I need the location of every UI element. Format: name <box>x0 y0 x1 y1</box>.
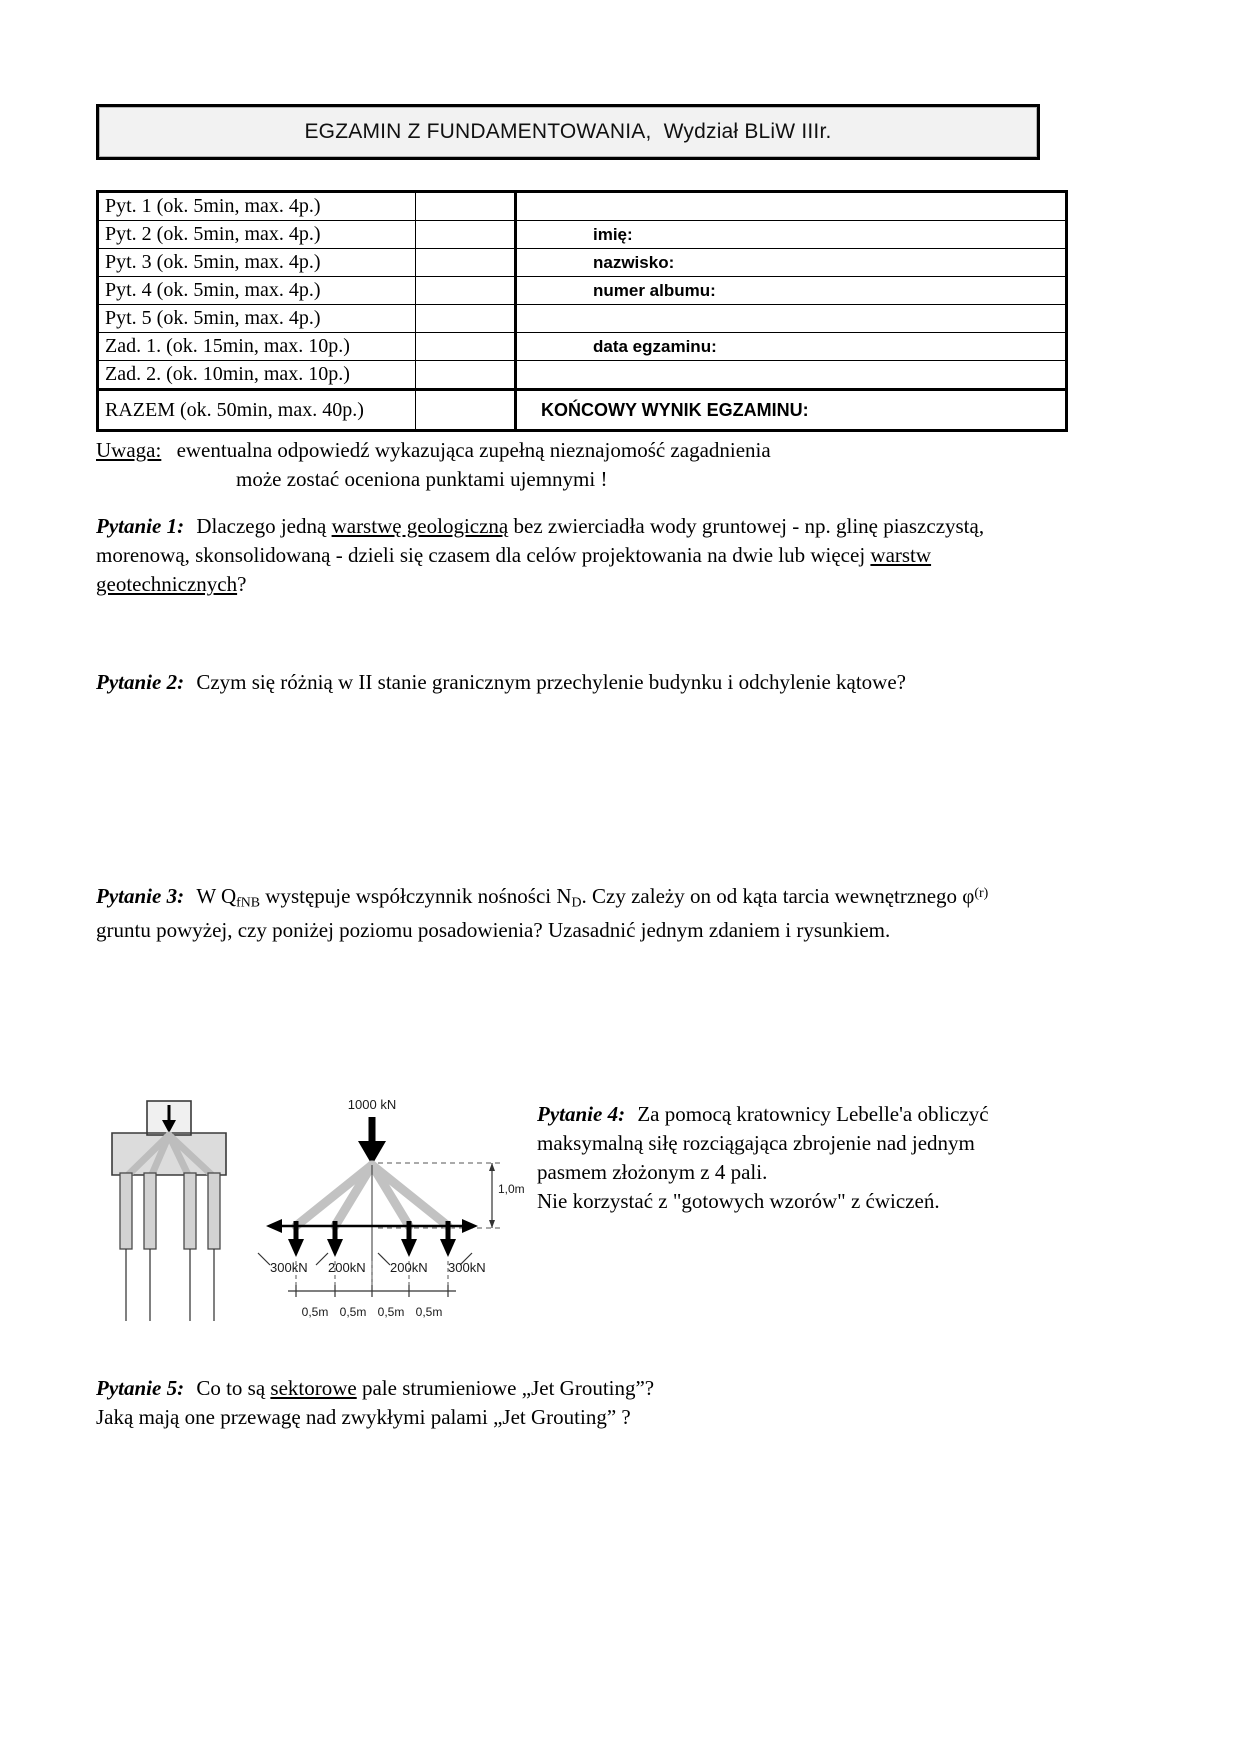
total-points-cell[interactable] <box>416 390 516 431</box>
question-5-text-a: Co to są <box>196 1376 271 1400</box>
info-cell[interactable] <box>516 249 1067 277</box>
question-3-phi-symbol: φ <box>962 884 975 909</box>
info-label-numer-albumu: numer albumu: <box>593 280 716 300</box>
figure-height-label: 1,0m <box>498 1182 525 1196</box>
question-3-text-a: W Q <box>196 884 237 909</box>
question-5-label: Pytanie 5: <box>96 1376 185 1400</box>
task-cell: Zad. 2. (ok. 10min, max. 10p.) <box>98 361 416 390</box>
info-cell[interactable] <box>516 361 1067 390</box>
info-label-nazwisko: nazwisko: <box>593 252 675 272</box>
question-4-line-3: pasmem złożonym z 4 pali. <box>537 1160 768 1184</box>
question-1-text-c: ? <box>237 572 247 596</box>
question-1-underline-b: warstw geotechnicznych <box>96 543 932 596</box>
points-cell[interactable] <box>416 361 516 390</box>
question-3 <box>96 878 1016 945</box>
question-3-subscript-d: D <box>571 894 582 910</box>
info-cell[interactable] <box>516 333 1067 361</box>
pile-group-figure <box>100 1085 530 1360</box>
table-row <box>98 333 1067 361</box>
question-2-text: Czym się różnią w II stanie granicznym przechylenie budynku i odchylenie kątowe? <box>196 670 906 694</box>
lebelle-truss-sketch <box>258 1097 525 1319</box>
question-5-underline: sektorowe <box>270 1376 357 1400</box>
info-label-data-egzaminu: data egzaminu: <box>593 336 717 356</box>
question-3-subscript-fnb: fNB <box>236 894 261 910</box>
piles <box>120 1173 220 1249</box>
question-2-label: Pytanie 2: <box>96 670 185 694</box>
tie-arrow-left-icon <box>266 1219 282 1233</box>
question-1-text-a: Dlaczego jedną <box>196 514 332 538</box>
task-cell: Pyt. 5 (ok. 5min, max. 4p.) <box>98 305 416 333</box>
points-cell[interactable] <box>416 192 516 221</box>
apex-load-arrow-icon <box>358 1117 386 1165</box>
table-row <box>98 249 1067 277</box>
question-3-text-b: występuje współczynnik nośności N <box>260 884 572 909</box>
note-label: Uwaga: <box>96 438 162 462</box>
table-row <box>98 221 1067 249</box>
spacing-label-2: 0,5m <box>339 1305 367 1319</box>
info-cell[interactable] <box>516 305 1067 333</box>
question-5 <box>96 1374 1016 1432</box>
score-table <box>96 190 1068 432</box>
question-3-label: Pytanie 3: <box>96 884 185 909</box>
question-5-text-b: pale strumieniowe „Jet Grouting”? <box>356 1376 655 1400</box>
figure-load-label: 1000 kN <box>347 1097 397 1112</box>
pile-cap-3d-sketch <box>112 1101 226 1321</box>
points-cell[interactable] <box>416 221 516 249</box>
spacing-label-4: 0,5m <box>415 1305 443 1319</box>
task-cell: Pyt. 2 (ok. 5min, max. 4p.) <box>98 221 416 249</box>
pile-force-label-4: 300kN <box>448 1260 486 1275</box>
tie-arrow-right-icon <box>462 1219 478 1233</box>
points-cell[interactable] <box>416 277 516 305</box>
page-title: EGZAMIN Z FUNDAMENTOWANIA, Wydział BLiW IIIr. <box>304 120 832 143</box>
pile-force-label-2: 200kN <box>328 1260 366 1275</box>
spacing-label-3: 0,5m <box>377 1305 405 1319</box>
info-cell[interactable] <box>516 221 1067 249</box>
question-1-text-b: bez zwierciadła wody gruntowej - np. glinę piaszczystą, morenową, skonsolidowaną - dzieli się czasem dla celów projektowania na dwie lub więcej <box>96 514 985 567</box>
task-cell: Pyt. 3 (ok. 5min, max. 4p.) <box>98 249 416 277</box>
question-3-superscript-r: (r) <box>974 885 989 900</box>
note-line-2: może zostać oceniona punktami ujemnymi ! <box>236 467 608 491</box>
total-info-cell[interactable] <box>516 390 1067 431</box>
question-4-label: Pytanie 4: <box>537 1102 626 1126</box>
spacing-label-1: 0,5m <box>301 1305 329 1319</box>
question-5-line-2: Jaką mają one przewagę nad zwykłymi palami „Jet Grouting” ? <box>96 1405 631 1429</box>
question-4-line-4: Nie korzystać z "gotowych wzorów" z ćwiczeń. <box>537 1189 940 1213</box>
final-result-label: KOŃCOWY WYNIK EGZAMINU: <box>541 399 809 420</box>
height-dimension <box>489 1163 525 1228</box>
points-cell[interactable] <box>416 333 516 361</box>
table-row <box>98 305 1067 333</box>
table-row <box>98 361 1067 390</box>
points-cell[interactable] <box>416 305 516 333</box>
note-block <box>96 436 996 494</box>
question-4 <box>537 1100 1007 1216</box>
note-line-1: ewentualna odpowiedź wykazująca zupełną nieznajomość zagadnienia <box>176 438 771 462</box>
document-title-banner <box>96 104 1040 160</box>
question-1 <box>96 512 1006 599</box>
task-cell: Pyt. 1 (ok. 5min, max. 4p.) <box>98 192 416 221</box>
question-2 <box>96 668 1006 697</box>
title-inner-frame <box>99 107 1037 157</box>
pile-force-label-3: 200kN <box>390 1260 428 1275</box>
table-row <box>98 277 1067 305</box>
points-cell[interactable] <box>416 249 516 277</box>
table-row-total <box>98 390 1067 431</box>
total-task-cell: RAZEM (ok. 50min, max. 40p.) <box>98 390 416 431</box>
question-1-underline-a: warstwę geologiczną <box>331 514 509 538</box>
question-3-text-d: gruntu powyżej, czy poniżej poziomu posadowienia? Uzasadnić jednym zdaniem i rysunkiem. <box>96 918 891 943</box>
question-1-label: Pytanie 1: <box>96 514 185 538</box>
question-4-line-2: maksymalną siłę rozciągająca zbrojenie nad jednym <box>537 1131 975 1155</box>
info-label-imie: imię: <box>593 224 633 244</box>
pile-force-label-1: 300kN <box>270 1260 308 1275</box>
info-cell[interactable] <box>516 192 1067 221</box>
question-4-line-1: Za pomocą kratownicy Lebelle'a obliczyć <box>637 1102 989 1126</box>
info-cell[interactable] <box>516 277 1067 305</box>
dimension-chain <box>288 1285 456 1297</box>
table-row <box>98 192 1067 221</box>
question-3-text-c: . Czy zależy on od kąta tarcia wewnętrznego <box>581 884 963 909</box>
task-cell: Pyt. 4 (ok. 5min, max. 4p.) <box>98 277 416 305</box>
task-cell: Zad. 1. (ok. 15min, max. 10p.) <box>98 333 416 361</box>
